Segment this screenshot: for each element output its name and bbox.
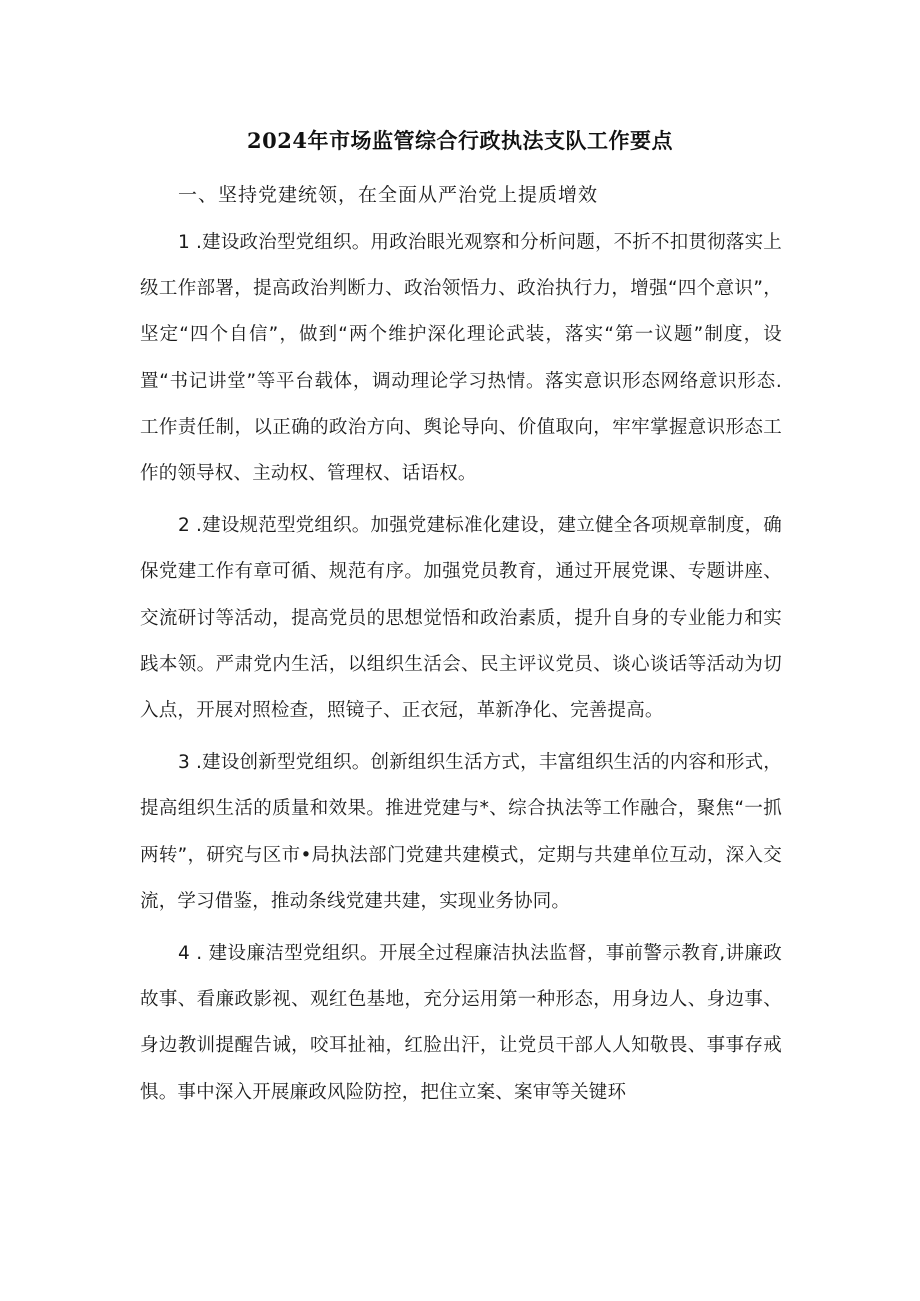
- document-body: [140, 172, 782, 1122]
- paragraph-4: 4 . 建设廉洁型党组织。开展全过程廉洁执法监督，事前警示教育,讲廉政故事、看廉政影视、观红色基地，充分运用第一种形态，用身边人、身边事、身边教训提醒告诫，咬耳扯袖，红脸出汗，让党员干部人人知敬畏、事事存戒惧。事中深入开展廉政风险防控，把住立案、案审等关键环: [140, 943, 782, 1103]
- paragraph-1: 1 .建设政治型党组织。用政治眼光观察和分析问题，不折不扣贯彻落实上级工作部署，提高政治判断力、政治领悟力、政治执行力，增强“四个意识”，坚定“四个自信”，做到“两个维护深化理论武装，落实“第一议题”制度，设置“书记讲堂”等平台载体，调动理论学习热情。落实意识形态网络意识形态.工作责任制，以正确的政治方向、舆论导向、价值取向，牢牢掌握意识形态工作的领导权、主动权、管理权、话语权。: [140, 232, 782, 485]
- paragraph-3: 3 .建设创新型党组织。创新组织生活方式，丰富组织生活的内容和形式，提高组织生活的质量和效果。推进党建与*、综合执法等工作融合，聚焦“一抓两转”，研究与区市•局执法部门党建共建模式，定期与共建单位互动，深入交流，学习借鉴，推动条线党建共建，实现业务协同。: [140, 752, 782, 912]
- paragraph-2: 2 .建设规范型党组织。加强党建标准化建设，建立健全各项规章制度，确保党建工作有章可循、规范有序。加强党员教育，通过开展党课、专题讲座、交流研讨等活动，提高党员的思想觉悟和政治素质，提升自身的专业能力和实践本领。严肃党内生活，以组织生活会、民主评议党员、谈心谈话等活动为切入点，开展对照检查，照镜子、正衣冠，革新净化、完善提高。: [140, 515, 782, 722]
- section-heading: 一、坚持党建统领，在全面从严治党上提质增效: [178, 184, 599, 206]
- document-title: 2024年市场监管综合行政执法支队工作要点: [247, 128, 673, 153]
